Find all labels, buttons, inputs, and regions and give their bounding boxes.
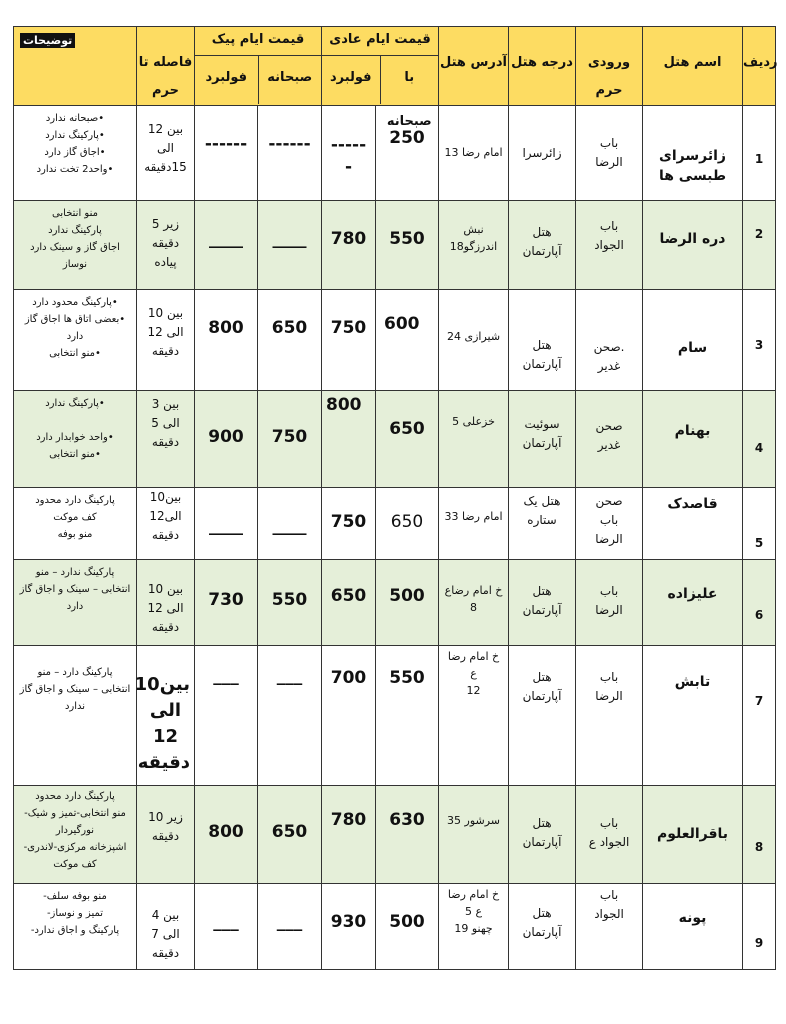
normal-breakfast-cell: 650 <box>390 512 424 532</box>
row-number-cell: 3 <box>754 338 764 352</box>
peak-breakfast-cell: 650 <box>271 318 308 338</box>
hotel-name-cell: تابش <box>674 674 711 690</box>
entrance-cell: باب الجواد <box>594 888 624 921</box>
distance-cell: بین10 الی12 دقیقه <box>149 490 182 542</box>
normal-fullboard-cell: 750 <box>330 512 367 532</box>
peak-fullboard-cell: 800 <box>208 822 244 842</box>
normal-prices-label: قیمت ایام عادی <box>322 27 438 56</box>
notes-cell: •صبحانه ندارد •پارکینگ ندارد •اجاق گاز دارد •واحد2 تخت ندارد <box>36 113 114 175</box>
address-cell: خ امام رضا ع 5 چهنو 19 <box>447 888 500 935</box>
hotel-name-cell: دره الرضا <box>659 231 726 247</box>
table-row <box>14 488 776 560</box>
normal-fullboard-cell: 700 <box>330 668 367 688</box>
normal-breakfast-cell: 550 <box>389 668 425 688</box>
normal-breakfast-cell: 550 <box>389 229 425 249</box>
header-distance <box>137 27 195 106</box>
table-row <box>14 201 776 290</box>
normal-breakfast-cell: 600 <box>384 314 420 334</box>
peak-fullboard-cell: ___ <box>213 666 239 686</box>
hotel-price-table <box>13 26 776 970</box>
row-number-cell: 5 <box>754 536 764 550</box>
hotel-name-cell: سام <box>677 340 708 356</box>
distance-label: فاصله تا حرم <box>138 55 193 98</box>
peak-fullboard-cell: 800 <box>208 318 244 338</box>
peak-breakfast-cell: ------ <box>268 134 311 154</box>
peak-breakfast-cell: ____ <box>272 516 307 536</box>
normal-fullboard-cell: 750 <box>330 318 367 338</box>
notes-cell: پارکینگ ندارد – منو انتخابی – سینک و اجاق گاز دارد <box>19 567 131 612</box>
peak-fullboard-cell: ____ <box>209 229 243 249</box>
peak-breakfast-cell: 550 <box>271 590 308 610</box>
row-number-cell: 7 <box>754 694 764 708</box>
header-entrance <box>576 27 643 106</box>
header-notes <box>14 27 137 106</box>
header-peak-prices <box>195 27 322 106</box>
header-grade <box>509 27 576 106</box>
peak-breakfast-cell: ___ <box>276 912 303 932</box>
distance-cell: بین 10 الی 12 دقیقه <box>147 306 184 358</box>
hotel-name-cell: باقرالعلوم <box>656 826 729 842</box>
normal-fullboard-label: فولبرد <box>329 70 372 85</box>
hotel-name-cell: بهنام <box>674 423 711 439</box>
peak-breakfast-cell: ____ <box>272 229 307 249</box>
hotel-name-cell: زائرسرای طبسی ها <box>658 148 727 184</box>
notes-cell: منو انتخابی پارکینگ ندارد اجاق گاز و سینک دارد نوساز <box>30 208 120 270</box>
grade-cell: سوئیت آپارتمان <box>522 417 562 450</box>
grade-cell: زائرسرا <box>522 146 562 160</box>
hotel-name-cell: قاصدک <box>667 496 718 512</box>
distance-cell: بین10 الی 12 دقیقه <box>134 674 190 773</box>
address-cell: خزعلی 5 <box>452 415 495 428</box>
address-cell: امام رضا 13 <box>444 146 503 159</box>
entrance-label: ورودی حرم <box>587 55 631 98</box>
distance-cell: بین 10 الی 12 دقیقه <box>147 582 184 634</box>
address-cell: نبش اندرزگو18 <box>449 223 498 253</box>
peak-fullboard-label: فولبرد <box>205 70 248 85</box>
peak-fullboard-cell: ------ <box>204 134 248 154</box>
hotel-name-cell: علیزاده <box>667 586 718 602</box>
row-number-label: ردیف <box>743 55 778 70</box>
row-number-cell: 6 <box>754 608 764 622</box>
distance-cell: زیر 10 دقیقه <box>148 810 183 843</box>
normal-fullboard-cell: 780 <box>330 229 367 249</box>
grade-cell: هتل آپارتمان <box>522 670 562 703</box>
table-row <box>14 786 776 884</box>
notes-cell: •پارکینگ ندارد •واحد خوابدار دارد •منو انتخابی <box>36 398 114 460</box>
header-address <box>439 27 509 106</box>
address-cell: خ امام رضاع 8 <box>444 584 503 614</box>
row-number-cell: 2 <box>754 227 764 241</box>
normal-breakfast-cell: 500 <box>389 586 425 606</box>
table-row <box>14 391 776 488</box>
table-row <box>14 560 776 646</box>
header-hotel-name <box>643 27 743 106</box>
grade-cell: هتل آپارتمان <box>522 816 562 849</box>
hotel-name-label: اسم هتل <box>663 55 722 70</box>
distance-cell: زیر 5 دقیقه پیاده <box>151 217 180 269</box>
entrance-cell: صحن غدیر <box>595 419 623 452</box>
address-cell: خ امام رضا ع 12 <box>447 650 500 697</box>
entrance-cell: باب الرضا <box>595 584 623 617</box>
entrance-cell: .صحن غدیر <box>593 340 625 373</box>
distance-cell: بین 3 الی 5 دقیقه <box>151 397 180 449</box>
peak-breakfast-cell: ___ <box>276 666 303 686</box>
entrance-cell: باب الرضا <box>595 136 623 169</box>
entrance-cell: باب الجواد <box>594 219 624 252</box>
notes-cell: •پارکینگ محدود دارد •بعضی اتاق ها اجاق گاز دارد •منو انتخابی <box>24 297 126 359</box>
entrance-cell: صحن باب الرضا <box>595 494 623 546</box>
normal-breakfast-cell: 630 <box>389 810 425 830</box>
grade-cell: هتل یک ستاره <box>523 494 561 527</box>
grade-cell: هتل آپارتمان <box>522 584 562 617</box>
normal-breakfast-cell: 500 <box>389 912 425 932</box>
notes-cell: پارکینگ دارد محدود منو انتخابی-تمیز و شیک- نورگیردار اشپزخانه مرکزی-لاندری- کف موکت <box>23 791 127 870</box>
row-number-cell: 4 <box>754 441 764 455</box>
peak-fullboard-cell: 900 <box>208 427 244 447</box>
grade-label: درجه هتل <box>511 55 573 70</box>
entrance-cell: باب الجواد ع <box>588 816 630 849</box>
normal-breakfast-cell: 250 <box>389 128 425 148</box>
grade-cell: هتل آپارتمان <box>522 906 562 939</box>
notes-cell: پارکینگ دارد – منو انتخابی – سینک و اجاق گاز ندارد <box>19 667 131 712</box>
hotel-name-cell: پونه <box>678 910 707 926</box>
table-row <box>14 290 776 391</box>
peak-breakfast-cell: 650 <box>271 822 308 842</box>
row-number-cell: 9 <box>754 936 764 950</box>
notes-cell: منو بوفه سلف- تمیز و نوساز- پارکینگ و اجاق ندارد- <box>30 891 120 936</box>
address-cell: امام رضا 33 <box>444 510 503 523</box>
header-normal-prices <box>322 27 439 129</box>
normal-fullboard-cell: 780 <box>330 810 367 830</box>
table-row <box>14 884 776 970</box>
normal-fullboard-cell: ----- - <box>330 135 367 177</box>
address-cell: شیرازی 24 <box>446 330 501 343</box>
normal-fullboard-cell: 650 <box>330 586 367 606</box>
peak-fullboard-cell: ___ <box>213 912 239 932</box>
normal-breakfast-label: با صبحانه <box>380 56 439 104</box>
normal-fullboard-cell: 800 <box>326 395 362 415</box>
distance-cell: بین 12 الی 15دقیقه <box>144 122 187 174</box>
row-number-cell: 1 <box>754 152 764 166</box>
row-number-cell: 8 <box>754 840 764 854</box>
distance-cell: بین 4 الی 7 دقیقه <box>151 908 180 960</box>
peak-prices-label: قیمت ایام پیک <box>195 27 321 56</box>
notes-cell: پارکینگ دارد محدود کف موکت منو بوفه <box>35 495 115 540</box>
grade-cell: هتل آپارتمان <box>522 225 562 258</box>
grade-cell: هتل آپارتمان <box>522 338 562 371</box>
table-body <box>14 27 776 970</box>
normal-breakfast-cell: 650 <box>389 419 425 439</box>
address-label: آدرس هتل <box>440 55 508 70</box>
table-row <box>14 646 776 786</box>
header-row-number <box>743 27 776 106</box>
address-cell: سرشور 35 <box>447 814 501 827</box>
header-row <box>14 27 776 106</box>
entrance-cell: باب الرضا <box>595 670 623 703</box>
peak-fullboard-cell: ____ <box>209 516 243 536</box>
peak-breakfast-cell: 750 <box>271 427 308 447</box>
peak-fullboard-cell: 730 <box>208 590 244 610</box>
notes-title: توضیحات <box>20 33 75 48</box>
peak-breakfast-label: صبحانه <box>258 56 322 104</box>
normal-fullboard-cell: 930 <box>330 912 367 932</box>
